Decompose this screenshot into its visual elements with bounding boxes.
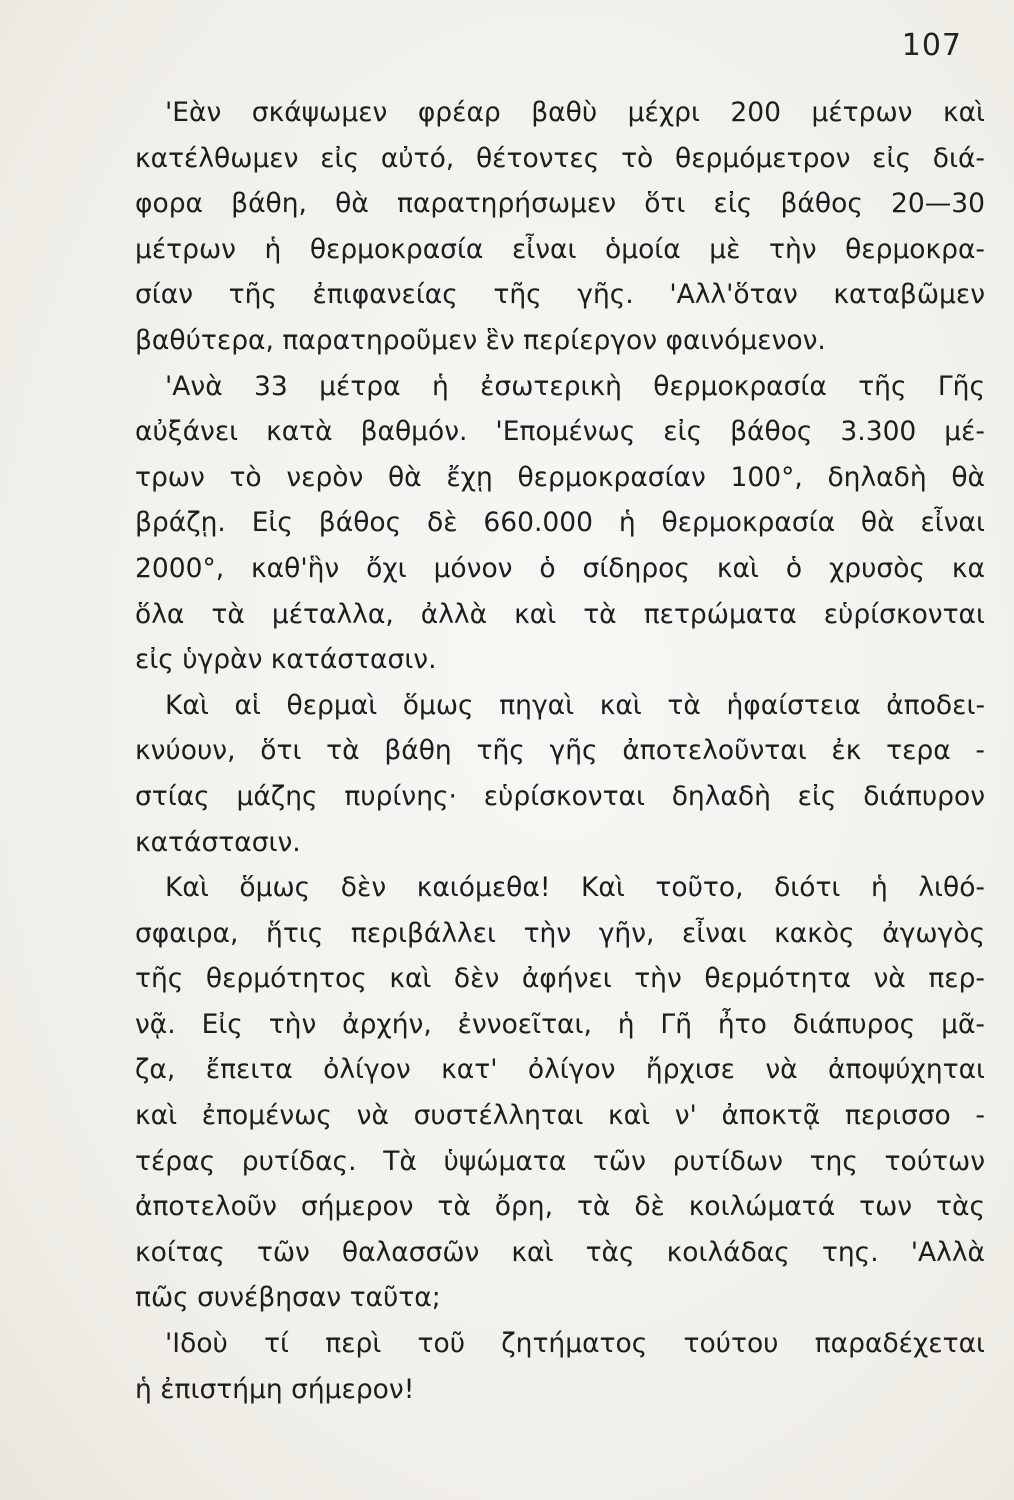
- text-line: κατέλθωμεν εἰς αὐτό, θέτοντες τὸ θερμόμετρον εἰς διά-: [135, 142, 985, 174]
- text-line: βαθύτερα, παρατηροῦμεν ἓν περίεργον φαινόμενον.: [135, 324, 826, 356]
- text-line: σίαν τῆς ἐπιφανείας τῆς γῆς. 'Αλλ'ὅταν καταβῶμεν: [135, 279, 985, 311]
- text-line: ζα, ἔπειτα ὀλίγον κατ' ὀλίγον ἤρχισε νὰ ἀποψύχηται: [135, 1054, 985, 1086]
- text-line: φορα βάθη, θὰ παρατηρήσωμεν ὅτι εἰς βάθος 20—30: [135, 188, 985, 220]
- text-line: τρων τὸ νερὸν θὰ ἔχῃ θερμοκρασίαν 100°, δηλαδὴ θὰ: [135, 461, 985, 493]
- text-line: 'Εὰν σκάψωμεν φρέαρ βαθὺ μέχρι 200 μέτρων καὶ: [165, 97, 985, 128]
- text-line: ἀποτελοῦν σήμερον τὰ ὄρη, τὰ δὲ κοιλώματά των τὰς: [135, 1191, 985, 1223]
- text-line: νᾷ. Εἰς τὴν ἀρχήν, ἐννοεῖται, ἡ Γῆ ἦτο διάπυρος μᾶ-: [135, 1008, 985, 1040]
- text-line: εἰς ὑγρὰν κατάστασιν.: [135, 644, 437, 676]
- text-line: Καὶ ὅμως δὲν καιόμεθα! Καὶ τοῦτο, διότι ἡ λιθό-: [165, 872, 985, 904]
- text-line: 'Ιδοὺ τί περὶ τοῦ ζητήματος τούτου παραδέχεται: [165, 1328, 985, 1360]
- text-line: τῆς θερμότητος καὶ δὲν ἀφήνει τὴν θερμότητα νὰ περ-: [135, 963, 985, 995]
- text-line: ὅλα τὰ μέταλλα, ἀλλὰ καὶ τὰ πετρώματα εὑρίσκονται: [135, 598, 985, 630]
- text-line: κατάστασιν.: [135, 826, 301, 858]
- text-line: ἡ ἐπιστήμη σήμερον!: [135, 1373, 415, 1405]
- text-line: πῶς συνέβησαν ταῦτα;: [135, 1282, 441, 1314]
- text-line: 'Ανὰ 33 μέτρα ἡ ἐσωτερικὴ θερμοκρασία τῆς Γῆς: [165, 370, 985, 402]
- text-line: Καὶ αἱ θερμαὶ ὅμως πηγαὶ καὶ τὰ ἡφαίστεια ἀποδει-: [165, 689, 985, 721]
- text-line: κνύουν, ὅτι τὰ βάθη τῆς γῆς ἀποτελοῦνται ἐκ τερα -: [135, 735, 985, 767]
- text-line: τέρας ρυτίδας. Τὰ ὑψώματα τῶν ρυτίδων της τούτων: [135, 1145, 985, 1177]
- text-line: στίας μάζης πυρίνης· εὑρίσκονται δηλαδὴ εἰς διάπυρον: [135, 780, 985, 812]
- text-line: κοίτας τῶν θαλασσῶν καὶ τὰς κοιλάδας της. 'Αλλὰ: [135, 1236, 985, 1268]
- text-line: αὐξάνει κατὰ βαθμόν. 'Επομένως εἰς βάθος 3.300 μέ-: [135, 416, 985, 448]
- text-line: μέτρων ἡ θερμοκρασία εἶναι ὁμοία μὲ τὴν θερμοκρα-: [135, 233, 985, 265]
- body-text: [135, 90, 985, 1412]
- text-line: βράζῃ. Εἰς βάθος δὲ 660.000 ἡ θερμοκρασία θὰ εἶναι: [135, 507, 985, 539]
- text-line: 2000°, καθ'ἣν ὄχι μόνον ὁ σίδηρος καὶ ὁ χρυσὸς κα: [135, 552, 985, 584]
- text-line: σφαιρα, ἥτις περιβάλλει τὴν γῆν, εἶναι κακὸς ἀγωγὸς: [135, 917, 985, 949]
- text-line: καὶ ἐπομένως νὰ συστέλληται καὶ ν' ἀποκτᾷ περισσο -: [135, 1100, 985, 1132]
- page-number: 107: [901, 28, 962, 63]
